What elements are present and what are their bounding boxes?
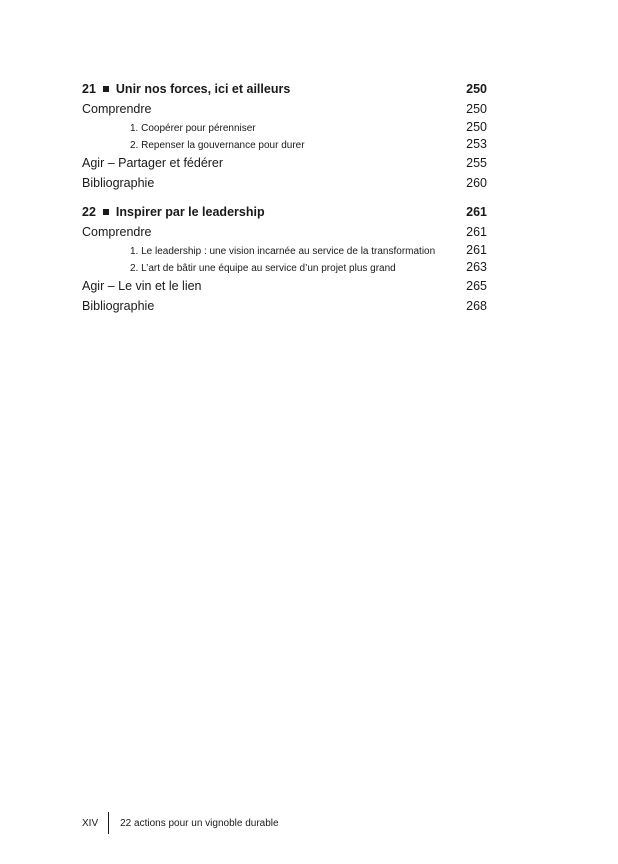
square-bullet-icon — [103, 86, 109, 92]
toc-entry-label: Bibliographie — [82, 176, 155, 190]
toc-subentry — [82, 136, 487, 153]
footer-page-number: XIV — [82, 817, 99, 829]
toc-entry — [82, 222, 487, 242]
page-footer — [82, 812, 279, 834]
toc-entry-page: 250 — [466, 102, 487, 116]
chapter-title-group — [82, 79, 290, 99]
toc-subentry-page: 250 — [466, 120, 487, 134]
toc-entry-page: 265 — [466, 279, 487, 293]
square-bullet-icon — [103, 209, 109, 215]
toc-entry-label: Agir – Partager et fédérer — [82, 156, 224, 170]
toc-entry-page: 260 — [466, 176, 487, 190]
chapter-title-group — [82, 202, 265, 222]
toc-subentry — [82, 119, 487, 136]
toc-subentry — [82, 259, 487, 276]
chapter-title: Inspirer par le leadership — [115, 205, 265, 219]
toc-entry-label: Bibliographie — [82, 299, 155, 313]
toc-entry — [82, 276, 487, 296]
toc-entry — [82, 153, 487, 173]
chapter-heading — [82, 202, 487, 222]
chapter-heading — [82, 79, 487, 99]
chapter-number: 22 — [82, 205, 96, 219]
chapter-title: Unir nos forces, ici et ailleurs — [115, 82, 291, 96]
toc-entry — [82, 173, 487, 193]
toc-entry-page: 255 — [466, 156, 487, 170]
footer-book-title: 22 actions pour un vignoble durable — [120, 817, 279, 829]
toc-subentry-label: 2. Repenser la gouvernance pour durer — [130, 140, 305, 151]
toc-subentry-page: 253 — [466, 137, 487, 151]
toc-subentry-label: 1. Le leadership : une vision incarnée au service de la transformation — [130, 246, 436, 257]
toc-entry-page: 268 — [466, 299, 487, 313]
toc-entry-label: Agir – Le vin et le lien — [82, 279, 202, 293]
toc-subentry-label: 2. L’art de bâtir une équipe au service d’un projet plus grand — [130, 263, 396, 274]
footer-divider — [108, 812, 109, 834]
toc-subentry-page: 261 — [466, 243, 487, 257]
chapter-number: 21 — [82, 82, 96, 96]
toc-entry-label: Comprendre — [82, 102, 152, 116]
toc-subentry-label: 1. Coopérer pour pérenniser — [130, 123, 256, 134]
chapter-page: 250 — [466, 82, 487, 96]
toc-entry — [82, 99, 487, 119]
chapter-22 — [82, 202, 487, 316]
toc-entry — [82, 296, 487, 316]
toc-subentry-page: 263 — [466, 260, 487, 274]
chapter-page: 261 — [466, 205, 487, 219]
chapter-21 — [82, 79, 487, 193]
table-of-contents — [82, 79, 487, 325]
toc-entry-page: 261 — [466, 225, 487, 239]
toc-entry-label: Comprendre — [82, 225, 152, 239]
toc-subentry — [82, 242, 487, 259]
